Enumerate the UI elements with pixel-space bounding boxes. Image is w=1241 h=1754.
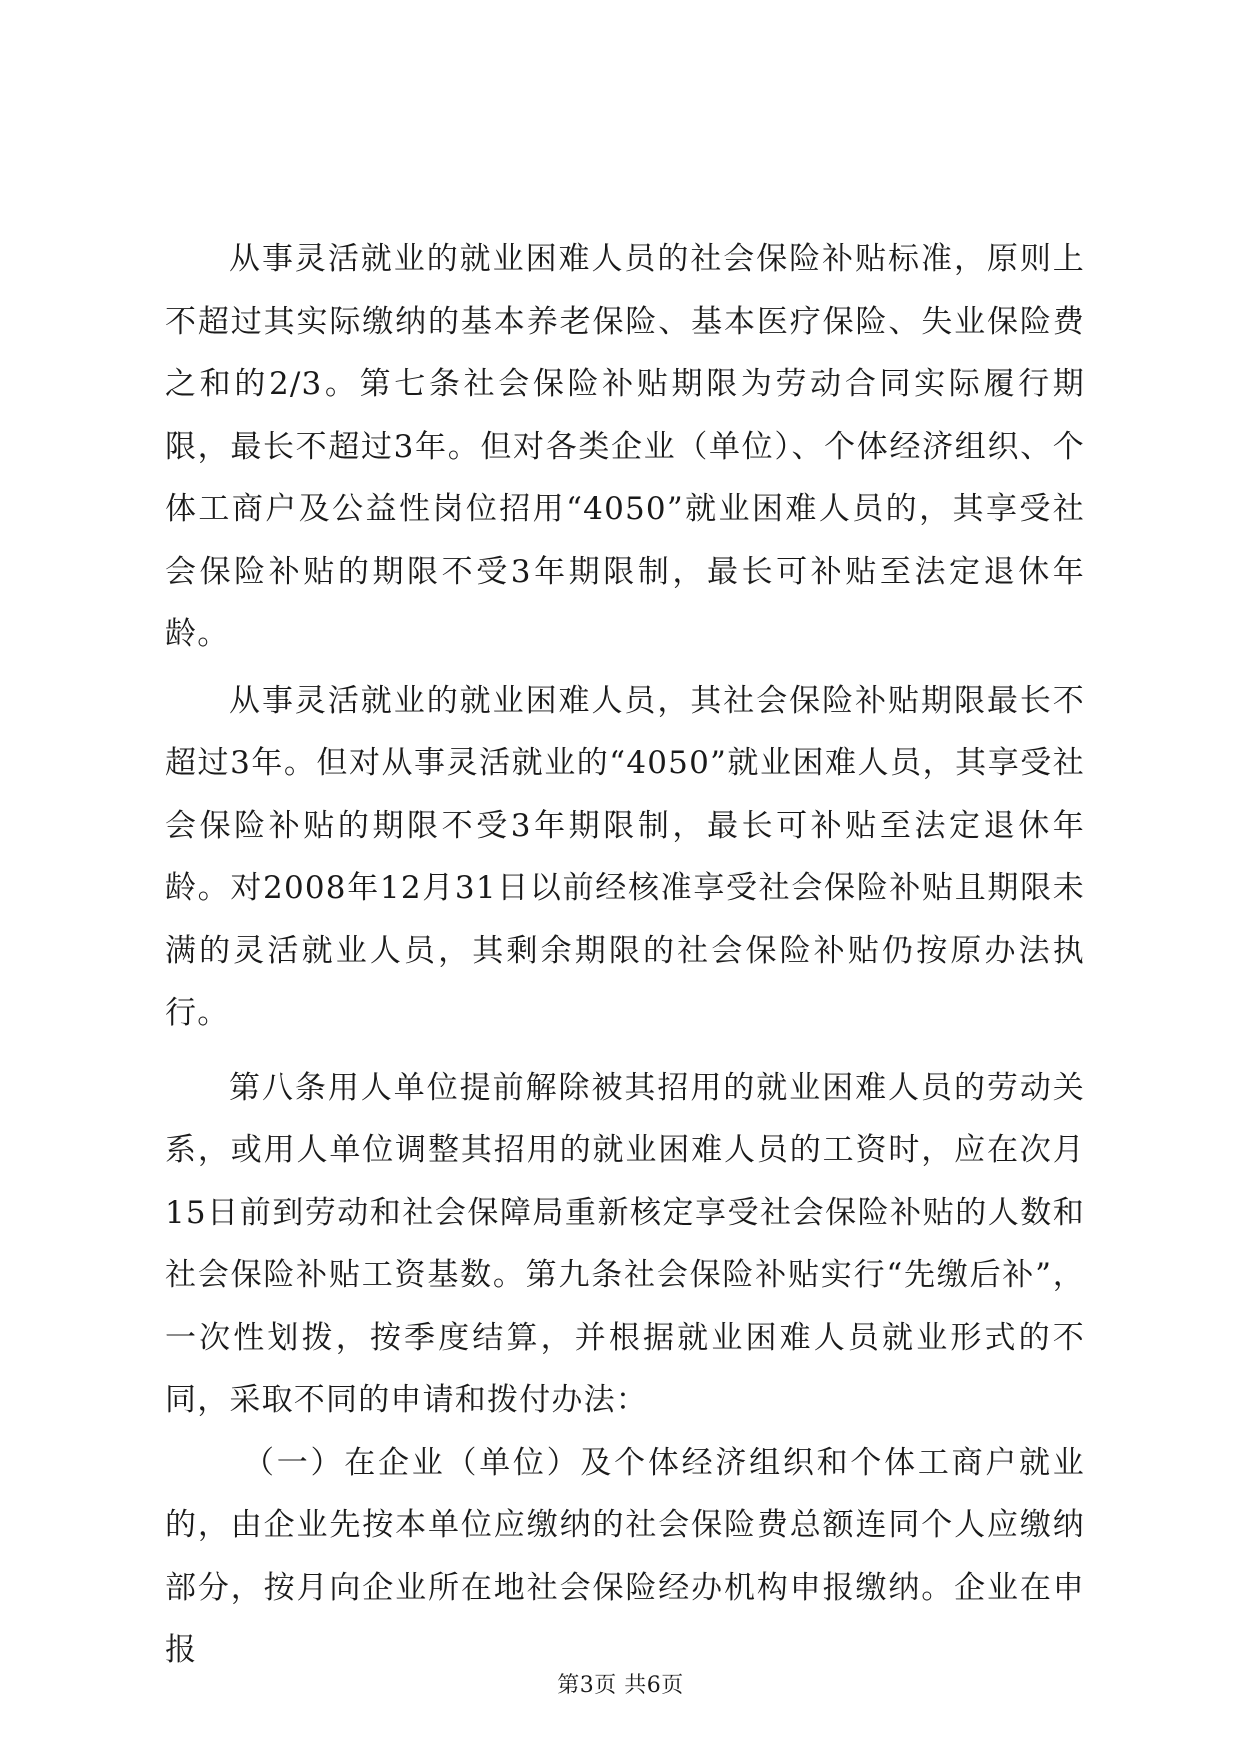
paragraph-subsidy-standard: 从事灵活就业的就业困难人员的社会保险补贴标准，原则上不超过其实际缴纳的基本养老保险、基本医疗保险、失业保险费之和的2/3。第七条社会保险补贴期限为劳动合同实际履行期限，最长不超过3年。但对各类企业（单位）、个体经济组织、个体工商户及公益性岗位招用“4050”就业困难人员的，其享受社会保险补贴的期限不受3年期限制，最长可补贴至法定退休年龄。 bbox=[165, 241, 1085, 652]
page-number-footer: 第3页 共6页 bbox=[557, 1673, 684, 1698]
paragraph-item-one: （一）在企业（单位）及个体经济组织和个体工商户就业的，由企业先按本单位应缴纳的社会保险费总额连同个人应缴纳部分，按月向企业所在地社会保险经办机构申报缴纳。企业在申报 bbox=[165, 1444, 1085, 1668]
paragraph-article-eight-nine: 第八条用人单位提前解除被其招用的就业困难人员的劳动关系，或用人单位调整其招用的就业困难人员的工资时，应在次月15日前到劳动和社会保障局重新核定享受社会保险补贴的人数和社会保险补贴工资基数。第九条社会保险补贴实行“先缴后补”，一次性划拨，按季度结算，并根据就业困难人员就业形式的不同，采取不同的申请和拨付办法： bbox=[165, 1069, 1085, 1418]
paragraph-flexible-employment-period: 从事灵活就业的就业困难人员，其社会保险补贴期限最长不超过3年。但对从事灵活就业的“4050”就业困难人员，其享受社会保险补贴的期限不受3年期限制，最长可补贴至法定退休年龄。对2008年12月31日以前经核准享受社会保险补贴且期限未满的灵活就业人员，其剩余期限的社会保险补贴仍按原办法执行。 bbox=[165, 682, 1085, 1031]
document-body bbox=[165, 228, 1085, 1682]
